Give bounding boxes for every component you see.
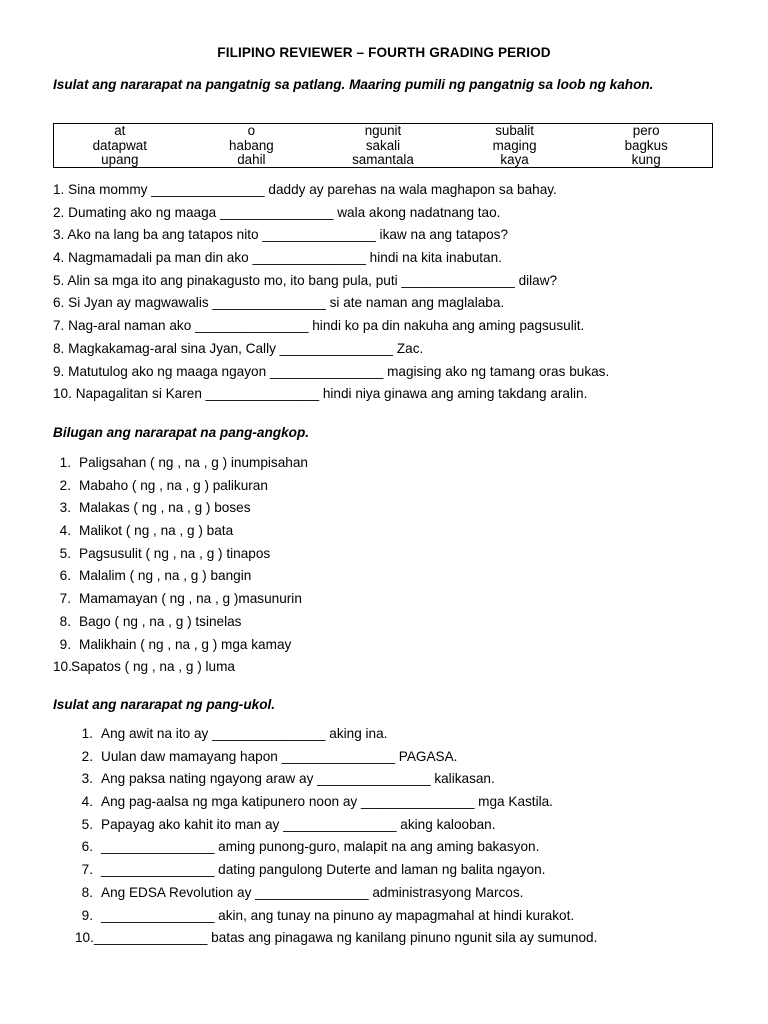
word-box-cell: bagkus bbox=[624, 137, 668, 153]
word-box-cell: ngunit bbox=[364, 123, 402, 138]
question-item bbox=[75, 747, 597, 770]
question-number: 8. bbox=[81, 884, 93, 900]
question-item bbox=[53, 339, 609, 362]
question-number: 10. bbox=[53, 659, 72, 675]
question-item bbox=[53, 566, 308, 589]
question-number: 8. bbox=[53, 340, 65, 356]
section2-instruction: Bilugan ang nararapat na pang-angkop. bbox=[53, 425, 310, 440]
question-text: Mamamayan ( ng , na , g )masunurin bbox=[79, 591, 302, 607]
question-number: 4. bbox=[53, 250, 65, 266]
question-item bbox=[75, 792, 597, 815]
question-text: Ang awit na ito ay _______________ aking ina. bbox=[101, 726, 388, 741]
section1-instruction: Isulat ang nararapat na pangatnig sa patlang. Maaring pumili ng pangatnig sa loob ng kahon. bbox=[53, 77, 654, 92]
question-item bbox=[75, 906, 597, 929]
word-box-cell: sakali bbox=[365, 137, 401, 153]
word-box-cell: at bbox=[114, 123, 126, 138]
question-number: 7. bbox=[53, 318, 65, 334]
question-text: _______________ dating pangulong Duterte and laman ng balita ngayon. bbox=[101, 862, 546, 878]
question-number: 7. bbox=[59, 591, 71, 607]
word-box-cell: pero bbox=[632, 123, 660, 138]
question-item bbox=[53, 384, 609, 407]
question-item bbox=[75, 769, 597, 792]
question-item bbox=[53, 225, 609, 248]
question-number: 2. bbox=[59, 477, 71, 493]
question-item bbox=[75, 837, 597, 860]
question-text: Napagalitan si Karen _______________ hindi niya ginawa ang aming takdang aralin. bbox=[75, 386, 588, 402]
question-text: Si Jyan ay magwawalis _______________ si ate naman ang maglalaba. bbox=[68, 295, 505, 311]
word-box-cell: o bbox=[247, 123, 256, 138]
question-text: _______________ aming punong-guro, malapit na ang aming bakasyon. bbox=[101, 839, 540, 855]
word-box-cell: kung bbox=[631, 152, 661, 168]
question-item bbox=[53, 362, 609, 385]
question-item bbox=[75, 860, 597, 883]
question-number: 9. bbox=[81, 907, 93, 923]
word-box-cell: upang bbox=[101, 152, 139, 168]
question-number: 9. bbox=[53, 363, 65, 379]
word-box-cell: dahil bbox=[237, 152, 266, 168]
question-item bbox=[53, 248, 609, 271]
question-number: 1. bbox=[59, 455, 71, 470]
question-text: _______________ batas ang pinagawa ng kanilang pinuno ngunit sila ay sumunod. bbox=[94, 930, 598, 946]
question-text: Nag-aral naman ako _______________ hindi ko pa din nakuha ang aming pagsusulit. bbox=[68, 318, 585, 334]
question-number: 3. bbox=[59, 500, 71, 516]
question-item bbox=[53, 271, 609, 294]
question-item bbox=[75, 928, 597, 951]
section1-question-list bbox=[53, 180, 609, 407]
word-box-cell: subalit bbox=[495, 123, 534, 138]
question-text: Papayag ako kahit ito man ay _______________ aking kalooban. bbox=[101, 816, 496, 832]
question-number: 10. bbox=[53, 386, 72, 402]
question-text: Ang pag-aalsa ng mga katipunero noon ay _______________ mga Kastila. bbox=[101, 794, 553, 810]
question-number: 7. bbox=[81, 862, 93, 878]
question-item bbox=[53, 635, 308, 658]
question-number: 5. bbox=[59, 545, 71, 561]
question-number: 4. bbox=[81, 794, 93, 810]
question-number: 5. bbox=[53, 272, 65, 288]
question-number: 3. bbox=[53, 227, 65, 243]
question-item bbox=[53, 612, 308, 635]
word-box-cell: habang bbox=[229, 137, 274, 153]
question-number: 1. bbox=[53, 182, 65, 197]
section3-instruction: Isulat ang nararapat ng pang-ukol. bbox=[53, 697, 276, 712]
question-text: Malikot ( ng , na , g ) bata bbox=[79, 523, 234, 539]
question-number: 9. bbox=[59, 636, 71, 652]
question-text: Pagsusulit ( ng , na , g ) tinapos bbox=[79, 545, 271, 561]
word-box-cell: maging bbox=[492, 137, 537, 153]
word-box-cell: kaya bbox=[500, 152, 529, 168]
question-number: 6. bbox=[53, 295, 65, 311]
question-item bbox=[75, 883, 597, 906]
section2-question-list bbox=[53, 453, 308, 680]
question-text: Dumating ako ng maaga _______________ wala akong nadatnang tao. bbox=[68, 204, 501, 220]
question-item bbox=[75, 815, 597, 838]
question-text: Ang EDSA Revolution ay _______________ administrasyong Marcos. bbox=[101, 884, 524, 900]
question-number: 3. bbox=[81, 771, 93, 787]
question-text: Malalim ( ng , na , g ) bangin bbox=[79, 568, 252, 584]
question-text: Matutulog ako ng maaga ngayon _______________ magising ako ng tamang oras bukas. bbox=[68, 363, 610, 379]
question-text: Paligsahan ( ng , na , g ) inumpisahan bbox=[79, 455, 308, 470]
question-text: Uulan daw mamayang hapon _______________ PAGASA. bbox=[101, 748, 458, 764]
question-item bbox=[53, 180, 609, 203]
conjunction-word-box bbox=[53, 123, 713, 168]
question-number: 5. bbox=[81, 816, 93, 832]
section3-question-list bbox=[75, 724, 597, 951]
question-text: Alin sa mga ito ang pinakagusto mo, ito bang pula, puti _______________ dilaw? bbox=[67, 272, 558, 288]
word-box-row bbox=[54, 139, 712, 154]
question-number: 2. bbox=[53, 204, 65, 220]
question-text: Mabaho ( ng , na , g ) palikuran bbox=[79, 477, 268, 493]
word-box-row bbox=[54, 124, 712, 139]
question-text: Bago ( ng , na , g ) tsinelas bbox=[79, 613, 242, 629]
question-text: Malikhain ( ng , na , g ) mga kamay bbox=[79, 636, 292, 652]
question-item bbox=[75, 724, 597, 747]
question-number: 4. bbox=[59, 523, 71, 539]
question-text: Sina mommy _______________ daddy ay parehas na wala maghapon sa bahay. bbox=[68, 182, 557, 197]
question-item bbox=[53, 498, 308, 521]
question-text: Magkakamag-aral sina Jyan, Cally _______________ Zac. bbox=[68, 340, 424, 356]
question-number: 10. bbox=[75, 930, 94, 946]
question-item bbox=[53, 203, 609, 226]
question-item bbox=[53, 521, 308, 544]
question-number: 1. bbox=[81, 726, 93, 741]
question-number: 8. bbox=[59, 613, 71, 629]
question-item bbox=[53, 657, 308, 680]
question-number: 6. bbox=[81, 839, 93, 855]
question-text: Ang paksa nating ngayong araw ay _______________ kalikasan. bbox=[101, 771, 495, 787]
question-text: _______________ akin, ang tunay na pinuno ay mapagmahal at hindi kurakot. bbox=[101, 907, 575, 923]
question-item bbox=[53, 544, 308, 567]
question-text: Nagmamadali pa man din ako _______________ hindi na kita inabutan. bbox=[68, 250, 502, 266]
question-item bbox=[53, 293, 609, 316]
page-title: FILIPINO REVIEWER – FOURTH GRADING PERIOD bbox=[217, 45, 551, 60]
question-text: Ako na lang ba ang tatapos nito _______________ ikaw na ang tatapos? bbox=[67, 227, 509, 243]
question-item bbox=[53, 453, 308, 476]
question-text: Sapatos ( ng , na , g ) luma bbox=[71, 659, 235, 675]
question-item bbox=[53, 476, 308, 499]
word-box-cell: samantala bbox=[352, 152, 414, 168]
question-item bbox=[53, 589, 308, 612]
question-item bbox=[53, 316, 609, 339]
word-box-row bbox=[54, 153, 712, 168]
question-text: Malakas ( ng , na , g ) boses bbox=[79, 500, 251, 516]
word-box-cell: datapwat bbox=[92, 137, 147, 153]
question-number: 6. bbox=[59, 568, 71, 584]
word-box-table bbox=[54, 124, 712, 168]
question-number: 2. bbox=[81, 748, 93, 764]
